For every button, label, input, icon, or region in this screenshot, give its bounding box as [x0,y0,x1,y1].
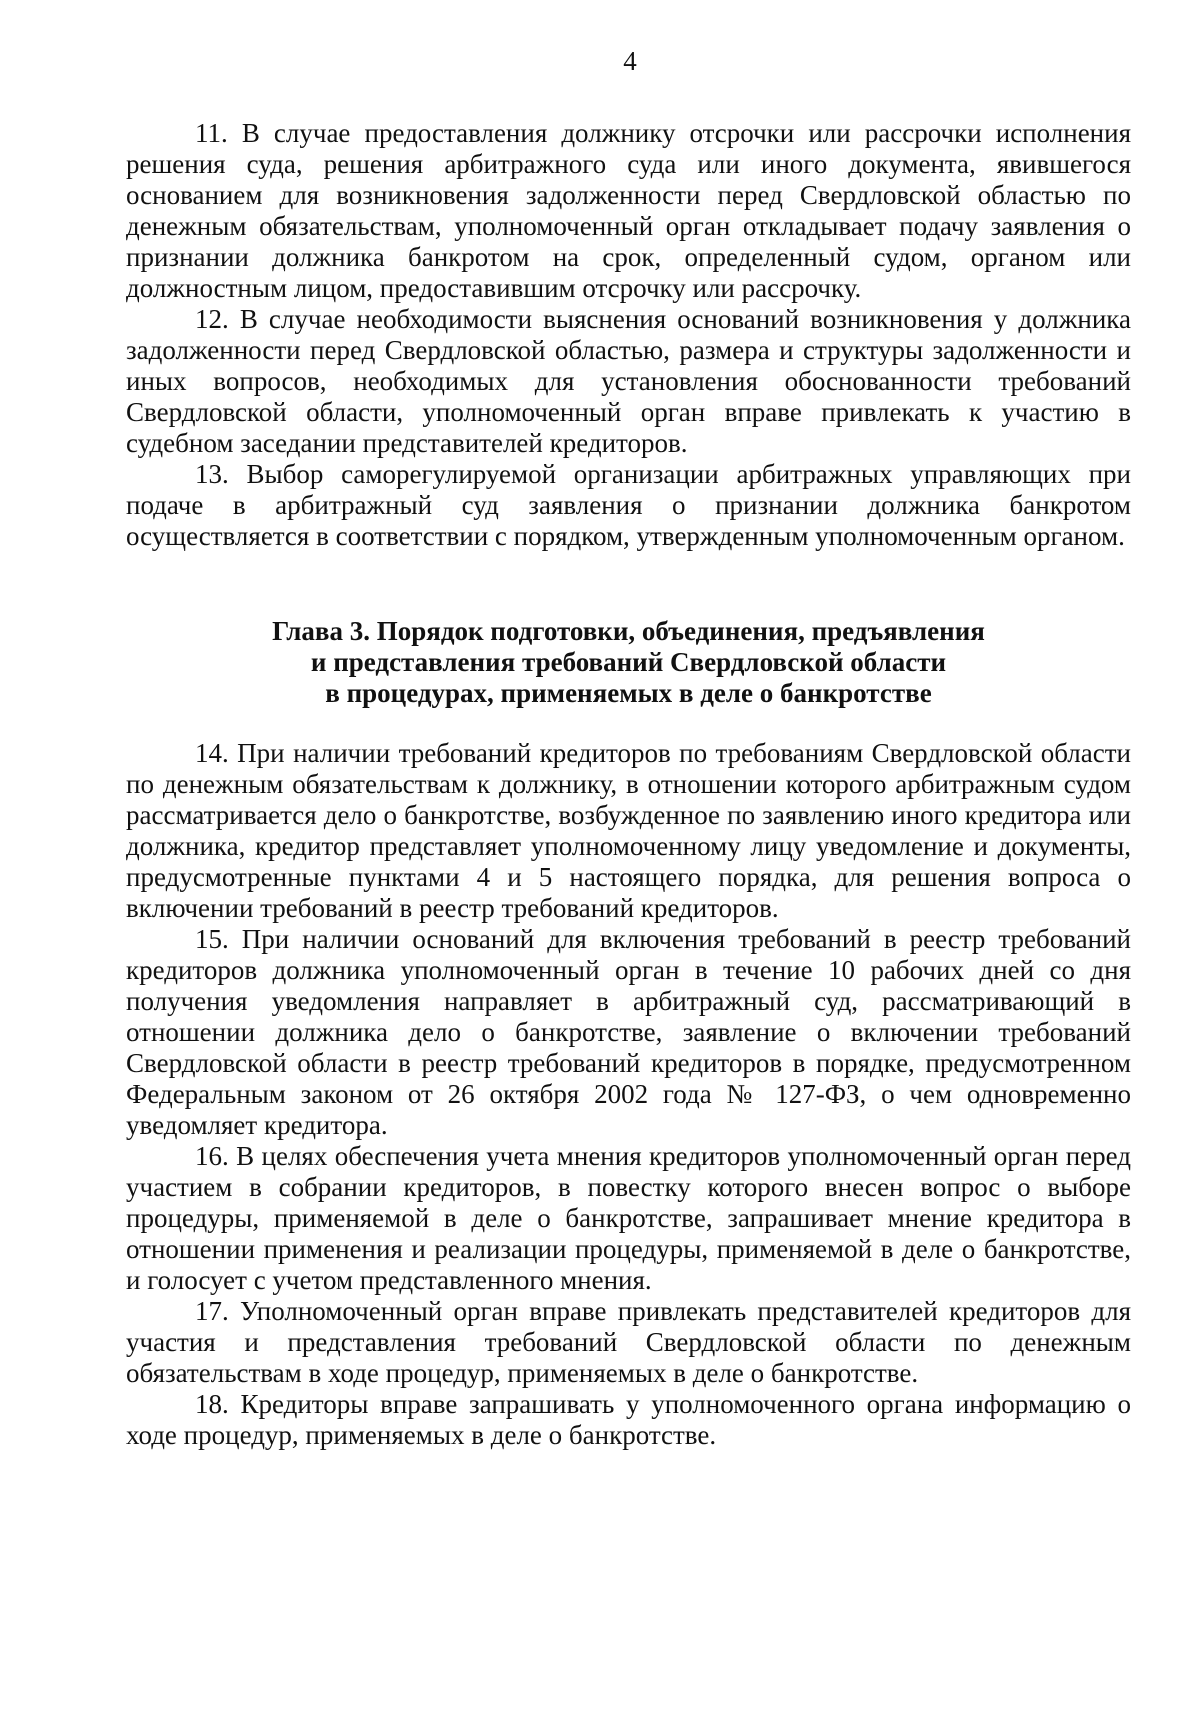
chapter-heading-line-2: и представления требований Свердловской области [310,647,947,677]
paragraph-18: 18. Кредиторы вправе запрашивать у уполномоченного органа информацию о ходе процедур, применяемых в деле о банкротстве. [126,1389,1131,1450]
text-block-top [126,118,1131,552]
text-block-bottom [126,738,1131,1451]
paragraph-14: 14. При наличии требований кредиторов по требованиям Свердловской области по денежным обязательствам к должнику, в отношении которого арбитражным судом рассматривается дело о банкротстве, возбужденное по заявлению иного кредитора или должника, кредитор представляет уполномоченному лицу уведомление и документы, предусмотренные пунктами 4 и 5 настоящего порядка, для решения вопроса о включении требований в реестр требований кредиторов. [126,738,1131,923]
paragraph-15: 15. При наличии оснований для включения требований в реестр требований кредиторов должника уполномоченный орган в течение 10 рабочих дней со дня получения уведомления направляет в арбитражный суд, рассматривающий в отношении должника дело о банкротстве, заявление о включении требований Свердловской области в реестр требований кредиторов в порядке, предусмотренном Федеральным законом от 26 октября 2002 года № 127-ФЗ, о чем одновременно уведомляет кредитора. [126,924,1131,1140]
chapter-heading-line-1: Глава 3. Порядок подготовки, объединения, предъявления [272,616,985,646]
chapter-heading [126,616,1131,709]
chapter-heading-line-3: в процедурах, применяемых в деле о банкротстве [325,678,932,708]
paragraph-12: 12. В случае необходимости выяснения оснований возникновения у должника задолженности перед Свердловской областью, размера и структуры задолженности и иных вопросов, необходимых для установления обоснованности требований Свердловской области, уполномоченный орган вправе привлекать к участию в судебном заседании представителей кредиторов. [126,304,1131,458]
paragraph-17: 17. Уполномоченный орган вправе привлекать представителей кредиторов для участия и представления требований Свердловской области по денежным обязательствам в ходе процедур, применяемых в деле о банкротстве. [126,1296,1131,1388]
paragraph-13: 13. Выбор саморегулируемой организации арбитражных управляющих при подаче в арбитражный суд заявления о признании должника банкротом осуществляется в соответствии с порядком, утвержденным уполномоченным органом. [126,459,1131,551]
paragraph-16: 16. В целях обеспечения учета мнения кредиторов уполномоченный орган перед участием в собрании кредиторов, в повестку которого внесен вопрос о выборе процедуры, применяемой в деле о банкротстве, запрашивает мнение кредитора в отношении применения и реализации процедуры, применяемой в деле о банкротстве, и голосует с учетом представленного мнения. [126,1141,1131,1295]
paragraph-11: 11. В случае предоставления должнику отсрочки или рассрочки исполнения решения суда, решения арбитражного суда или иного документа, явившегося основанием для возникновения задолженности перед Свердловской областью по денежным обязательствам, уполномоченный орган откладывает подачу заявления о признании должника банкротом на срок, определенный судом, органом или должностным лицом, предоставившим отсрочку или рассрочку. [126,118,1131,303]
page-number: 4 [623,46,637,76]
